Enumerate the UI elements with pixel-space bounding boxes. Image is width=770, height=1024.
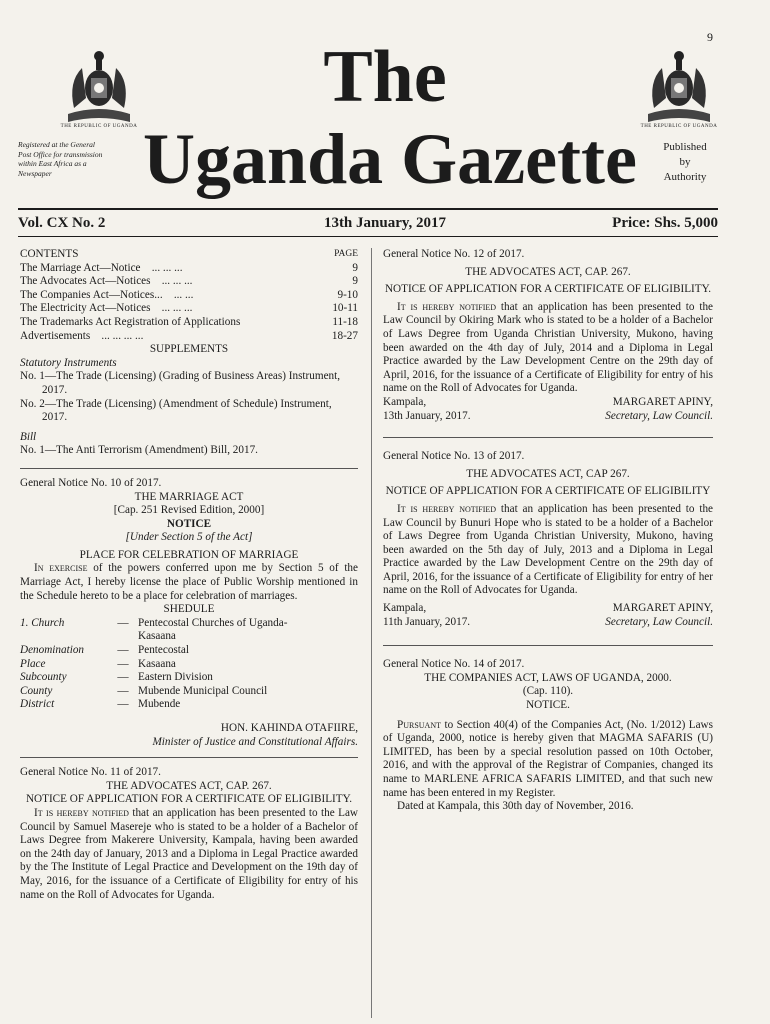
notice-dated: Dated at Kampala, this 30th day of November, 2016. [397,800,634,813]
issue-date: 13th January, 2017 [323,215,447,231]
notice-label: NOTICE. [526,699,570,712]
crest-label-right: THE REPUBLIC OF UGANDA [640,124,718,129]
notice-signatory: MARGARET APINY, [612,395,713,408]
notice-body: In exercise of the powers conferred upon me by Section 5 of the Marriage Act, I hereby license the place of Public Worship mentioned in the Schedule hereto to be a place for celebration of marriages. [20,562,358,602]
schedule-heading: SHEDULE [163,603,215,616]
notice-signatory: MARGARET APINY, [612,602,713,615]
notice-body: It is hereby notified that an application has been presented to the Law Council by Okiring Mark who is stated to be a holder of a Bachelor of Laws Degree from Uganda Christian University, Mukono, having been awarded on the 4th day of July, 2014 and a Diploma in Legal Practice awarded by the Law Development Centre on the 29th day of April, 2016, for the issuance of a Certificate of Eligibility for entry of his name on the Roll of Advocates for Uganda. [383,300,714,395]
schedule-row: Denomination — Pentecostal [20,644,189,657]
schedule-row: County — Mubende Municipal Council [20,684,268,697]
notice-body: It is hereby notified that an application has been presented to the Law Council by Bunuri Hope who is stated to be a holder of a Bachelor of Laws Degree from Uganda Christian University, Mukono, having been awarded on the 5th day of July, 2013 and a Diploma in Legal Practice awarded by the Law Development Centre on the 29th day of April, 2016, for the issuance of a Certificate of Eligibility for entry of her name on the Roll of Advocates for Uganda. [383,502,714,597]
bill-item: No. 1—The Anti Terrorism (Amendment) Bill, 2017. [20,444,258,457]
notice-number: General Notice No. 12 of 2017. [383,248,525,260]
notice-12 [383,248,713,423]
volume-number: Vol. CX No. 2 [18,215,106,231]
section-separator [20,468,358,469]
notice-act: THE COMPANIES ACT, LAWS OF UGANDA, 2000. [424,671,672,684]
notice-signatory-title: Secretary, Law Council. [605,409,713,422]
right-column [383,248,713,814]
page-number: 9 [707,30,713,44]
notice-heading: NOTICE OF APPLICATION FOR A CERTIFICATE OF ELIGIBILITY [385,485,711,498]
notice-cap: (Cap. 110). [522,685,574,698]
notice-number: General Notice No. 11 of 2017. [20,766,161,779]
notice-10 [20,477,358,749]
schedule-row: Subcounty — Eastern Division [20,671,213,684]
section-separator [383,437,713,438]
notice-act: THE MARRIAGE ACT [134,490,244,503]
supplements-heading: SUPPLEMENTS [149,343,229,356]
masthead-rule-bottom [18,236,718,237]
notice-place: Kampala, [383,602,427,615]
contents-item: The Electricity Act—Notices ... ... ... 10-11 [20,302,358,315]
notice-act: THE ADVOCATES ACT, CAP 267. [466,467,630,480]
column-divider [371,248,372,1018]
section-separator [20,757,358,758]
contents-item: The Advocates Act—Notices ... ... ... 9 [20,275,358,288]
notice-13 [383,450,713,629]
notice-label: NOTICE [166,517,212,530]
notice-heading: NOTICE OF APPLICATION FOR A CERTIFICATE OF ELIGIBILITY. [25,793,353,806]
contents-item: The Marriage Act—Notice ... ... ... 9 [20,261,358,274]
notice-act: THE ADVOCATES ACT, CAP. 267. [465,265,631,278]
contents-item: The Companies Act—Notices... ... ... 9-10 [20,288,358,301]
registration-note: Registered at the General Post Office for transmission within East Africa as a Newspaper [18,140,103,178]
statutory-heading: Statutory Instruments [20,356,117,369]
notice-signatory-title: Minister of Justice and Constitutional Affairs. [152,735,358,748]
schedule-row: Place — Kasaana [20,657,176,670]
notice-14 [383,658,713,814]
contents-page-heading: PAGE [334,249,358,259]
notice-date: 11th January, 2017. [383,615,471,628]
masthead-title: Uganda Gazette [143,119,637,199]
notice-number: General Notice No. 14 of 2017. [383,658,525,671]
notice-act: THE ADVOCATES ACT, CAP. 267. [106,779,272,792]
notice-body: Pursuant to Section 40(4) of the Companies Act, (No. 1/2012) Laws of Uganda, 2000, notice is hereby given that MAGMA SAFARIS (U) LIMITED, has been by a special resolution passed on 10th October, 2016, and with the approval of the Registrar of Companies, changed its name to MARLENE AFRICA SAFARIS LIMITED, and that such new name has been entered in my Register. [383,718,713,799]
notice-11 [20,766,358,902]
notice-heading: NOTICE OF APPLICATION FOR A CERTIFICATE OF ELIGIBILITY. [384,283,712,296]
contents-item: Advertisements ... ... ... ... 18-27 [20,329,358,342]
schedule-row: District — Mubende [20,698,181,711]
notice-date: 13th January, 2017. [383,409,471,422]
crest-label-left: THE REPUBLIC OF UGANDA [60,124,138,129]
notice-cap: [Cap. 251 Revised Edition, 2000] [113,504,265,517]
contents-heading: CONTENTS [20,248,79,260]
statutory-item: No. 2—The Trade (Licensing) (Amendment of Schedule) Instrument, 2017. [20,397,332,424]
schedule-row: 1. Church — Pentecostal Churches of Uganda- Kasaana [20,616,288,643]
masthead-title-the: The [323,36,447,118]
notice-signatory: HON. KAHINDA OTAFIIRE, [220,722,358,734]
notice-number: General Notice No. 13 of 2017. [383,450,525,463]
notice-heading: PLACE FOR CELEBRATION OF MARRIAGE [79,548,299,561]
bill-heading: Bill [20,430,37,443]
notice-number: General Notice No. 10 of 2017. [20,476,162,489]
notice-place: Kampala, [383,395,427,408]
statutory-item: No. 1—The Trade (Licensing) (Grading of Business Areas) Instrument, 2017. [20,370,341,396]
published-by-authority: Published by Authority [663,141,707,183]
notice-signatory-title: Secretary, Law Council. [605,615,713,628]
left-column [20,248,358,902]
notice-under: [Under Section 5 of the Act] [125,531,253,544]
section-separator [383,645,713,646]
issue-price: Price: Shs. 5,000 [612,215,718,231]
masthead-rule-top [18,208,718,210]
notice-body: It is hereby notified that an application has been presented to the Law Council by Samuel Masereje who is stated to be a holder of a Bachelor of Laws Degree from Makerere University, Kampala, having been awarded on the 24th day of January, 2013 and a Diploma in Legal Practice awarded by the The Institute of Legal Practice and Development on the 19th day of May, 2016, for the issuance of a Certificate of Eligibility for entry of his name on the Roll of Advocates for Uganda. [20,806,359,901]
contents-item: The Trademarks Act Registration of Applications 11-18 [20,315,358,328]
contents-section [20,248,358,458]
